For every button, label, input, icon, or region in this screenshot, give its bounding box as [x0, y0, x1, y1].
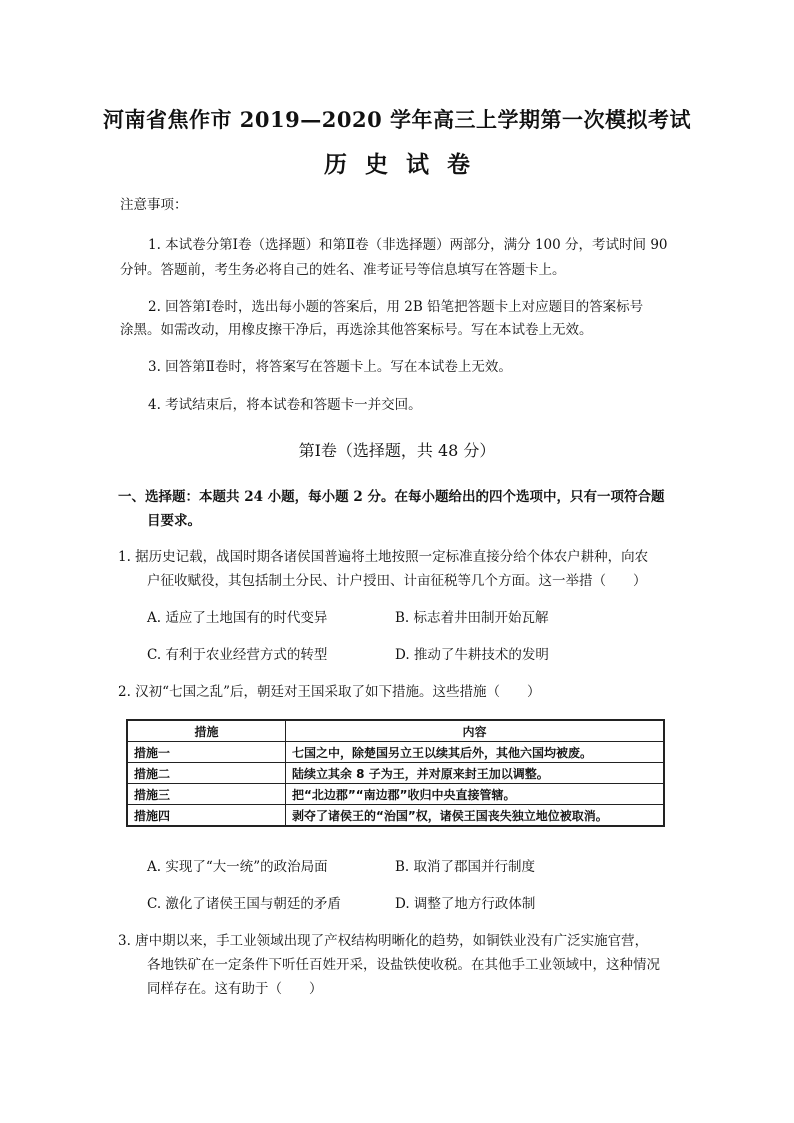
- part-heading-line2: 目要求。: [147, 513, 201, 529]
- table-header-content: 内容: [286, 721, 664, 742]
- q2-option-d: D. 调整了地方行政体制: [395, 896, 536, 912]
- table-cell-content: 剥夺了诸侯王的“治国”权，诸侯王国丧失独立地位被取消。: [286, 805, 664, 826]
- section-title: 第Ⅰ卷（选择题，共 48 分）: [298, 441, 496, 460]
- q3-stem-line2: 各地铁矿在一定条件下听任百姓开采，设盐铁使收税。在其他手工业领域中，这种情况: [147, 957, 660, 973]
- page-title: 河南省焦作市 2019—2020 学年高三上学期第一次模拟考试: [102, 107, 691, 132]
- q1-stem-line2: 户征收赋役，其包括制土分民、计户授田、计亩征税等几个方面。这一举措（ ）: [147, 573, 647, 589]
- table-row: [128, 805, 664, 826]
- table-cell-measure: 措施三: [128, 784, 286, 805]
- q1-stem-line1: 1. 据历史记载，战国时期各诸侯国普遍将土地按照一定标准直接分给个体农户耕种，向农: [118, 549, 649, 565]
- table-cell-content: 把“北边郡”“南边郡”收归中央直接管辖。: [286, 784, 664, 805]
- q1-option-c: C. 有利于农业经营方式的转型: [147, 647, 328, 663]
- part-heading-line1: 一、选择题：本题共 24 小题，每小题 2 分。在每小题给出的四个选项中，只有一项符合题: [118, 489, 665, 505]
- table-row: [128, 784, 664, 805]
- note-2-line1: 2. 回答第Ⅰ卷时，选出每小题的答案后，用 2B 铅笔把答题卡上对应题目的答案标号: [148, 299, 644, 315]
- note-1-line2: 分钟。答题前，考生务必将自己的姓名、准考证号等信息填写在答题卡上。: [120, 262, 566, 278]
- q2-option-a: A. 实现了“大一统”的政治局面: [147, 859, 328, 875]
- note-4: 4. 考试结束后，将本试卷和答题卡一并交回。: [148, 397, 422, 413]
- q1-option-b: B. 标志着井田制开始瓦解: [395, 610, 549, 626]
- table-cell-content: 七国之中，除楚国另立王以续其后外，其他六国均被废。: [286, 742, 664, 763]
- note-2-line2: 涂黑。如需改动，用橡皮擦干净后，再选涂其他答案标号。写在本试卷上无效。: [120, 322, 593, 338]
- table-header-row: [128, 721, 664, 742]
- table-cell-measure: 措施一: [128, 742, 286, 763]
- measures-table: [127, 720, 664, 826]
- q2-option-c: C. 激化了诸侯王国与朝廷的矛盾: [147, 896, 341, 912]
- table-row: [128, 742, 664, 763]
- q1-option-d: D. 推动了牛耕技术的发明: [395, 647, 549, 663]
- q1-option-a: A. 适应了土地国有的时代变异: [147, 610, 328, 626]
- notes-heading: 注意事项：: [120, 197, 188, 213]
- q2-stem: 2. 汉初“七国之乱”后，朝廷对王国采取了如下措施。这些措施（ ）: [118, 684, 541, 700]
- table-cell-measure: 措施四: [128, 805, 286, 826]
- q2-option-b: B. 取消了郡国并行制度: [395, 859, 536, 875]
- page-subtitle: 历史试卷: [324, 151, 488, 178]
- table-cell-content: 陆续立其余 8 子为王，并对原来封王加以调整。: [286, 763, 664, 784]
- note-3: 3. 回答第Ⅱ卷时，将答案写在答题卡上。写在本试卷上无效。: [148, 359, 512, 375]
- q3-stem-line3: 同样存在。这有助于（ ）: [147, 981, 323, 997]
- note-1-line1: 1. 本试卷分第Ⅰ卷（选择题）和第Ⅱ卷（非选择题）两部分，满分 100 分，考试时间 90: [148, 237, 668, 253]
- table-header-measure: 措施: [128, 721, 286, 742]
- q3-stem-line1: 3. 唐中期以来，手工业领域出现了产权结构明晰化的趋势，如铜铁业没有广泛实施官营，: [118, 933, 649, 949]
- table-row: [128, 763, 664, 784]
- table-cell-measure: 措施二: [128, 763, 286, 784]
